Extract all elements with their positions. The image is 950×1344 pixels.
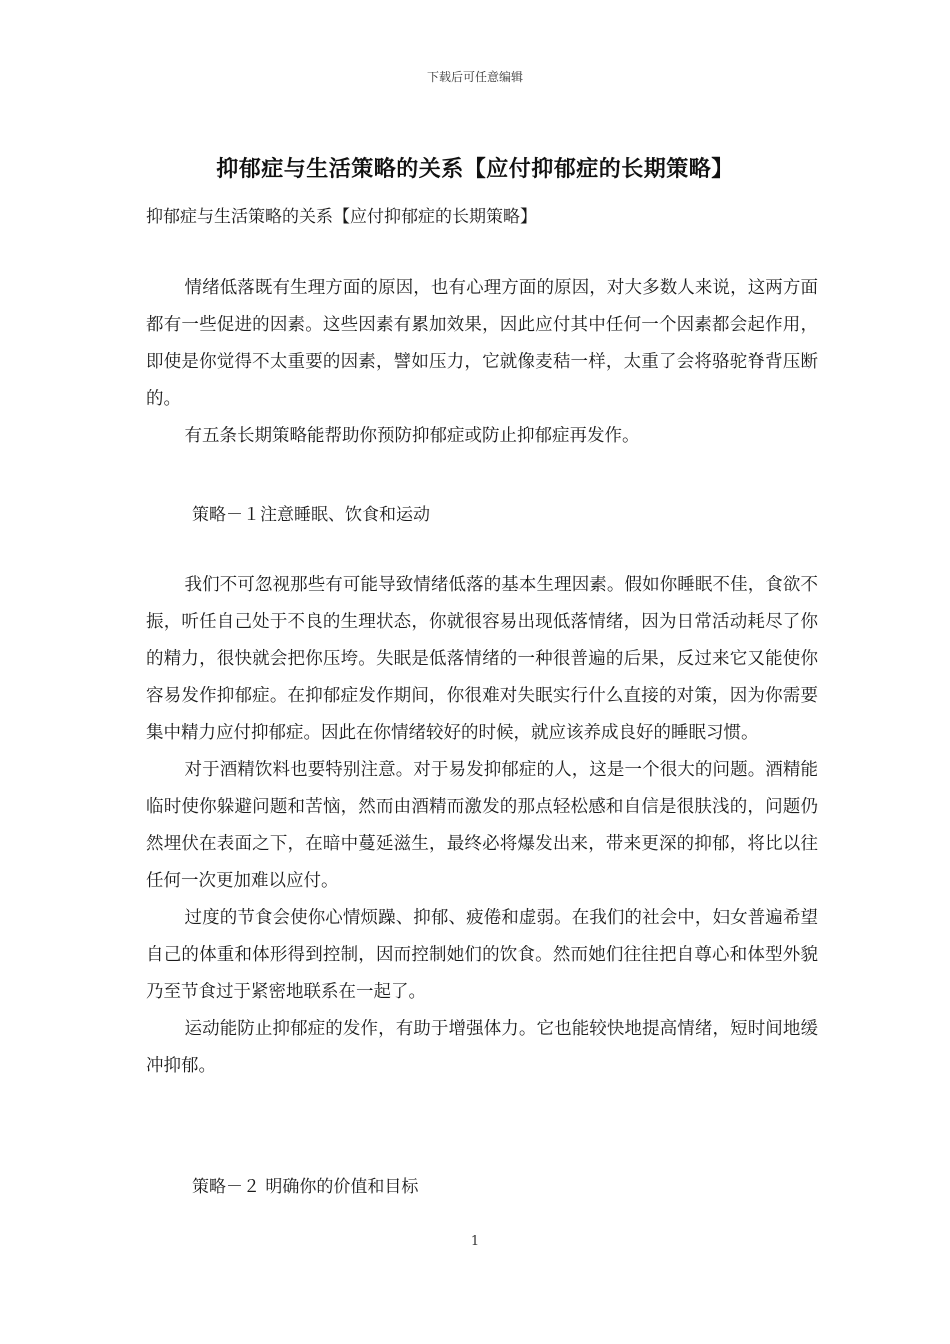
page-header-note: 下载后可任意编辑 xyxy=(426,70,523,84)
page-number: 1 xyxy=(470,1234,480,1249)
intro-section xyxy=(146,270,818,455)
document-title: 抑郁症与生活策略的关系【应付抑郁症的长期策略】 xyxy=(216,156,734,182)
strategy-1-paragraph: 过度的节食会使你心情烦躁、抑郁、疲倦和虚弱。在我们的社会中，妇女普遍希望自己的体重和体形得到控制，因而控制她们的饮食。然而她们往往把自尊心和体型外貌乃至节食过于紧密地联系在一起了。 xyxy=(146,908,818,1002)
strategy-1-paragraph: 我们不可忽视那些有可能导致情绪低落的基本生理因素。假如你睡眠不佳，食欲不振，听任自己处于不良的生理状态，你就很容易出现低落情绪，因为日常活动耗尽了你的精力，很快就会把你压垮。失眠是低落情绪的一种很普遍的后果，反过来它又能使你容易发作抑郁症。在抑郁症发作期间，你很难对失眠实行什么直接的对策，因为你需要集中精力应付抑郁症。因此在你情绪较好的时候，就应该养成良好的睡眠习惯。 xyxy=(146,575,818,743)
strategy-1-heading: 策略－１注意睡眠、饮食和运动 xyxy=(192,505,430,525)
strategy-1-paragraph: 运动能防止抑郁症的发作，有助于增强体力。它也能较快地提高情绪，短时间地缓冲抑郁。 xyxy=(146,1019,818,1076)
strategy-1-section xyxy=(146,567,818,1085)
strategy-2-heading: 策略－２ 明确你的价值和目标 xyxy=(192,1177,419,1197)
intro-paragraph-1: 情绪低落既有生理方面的原因，也有心理方面的原因，对大多数人来说，这两方面都有一些促进的因素。这些因素有累加效果，因此应付其中任何一个因素都会起作用，即使是你觉得不太重要的因素，譬如压力，它就像麦秸一样，太重了会将骆驼脊背压断的。 xyxy=(146,278,818,409)
strategy-1-paragraph: 对于酒精饮料也要特别注意。对于易发抑郁症的人，这是一个很大的问题。酒精能临时使你躲避问题和苦恼，然而由酒精而激发的那点轻松感和自信是很肤浅的，问题仍然埋伏在表面之下，在暗中蔓延滋生，最终必将爆发出来，带来更深的抑郁，将比以往任何一次更加难以应付。 xyxy=(146,760,818,891)
document-subtitle: 抑郁症与生活策略的关系【应付抑郁症的长期策略】 xyxy=(146,207,537,227)
intro-paragraph-2: 有五条长期策略能帮助你预防抑郁症或防止抑郁症再发作。 xyxy=(184,426,640,446)
